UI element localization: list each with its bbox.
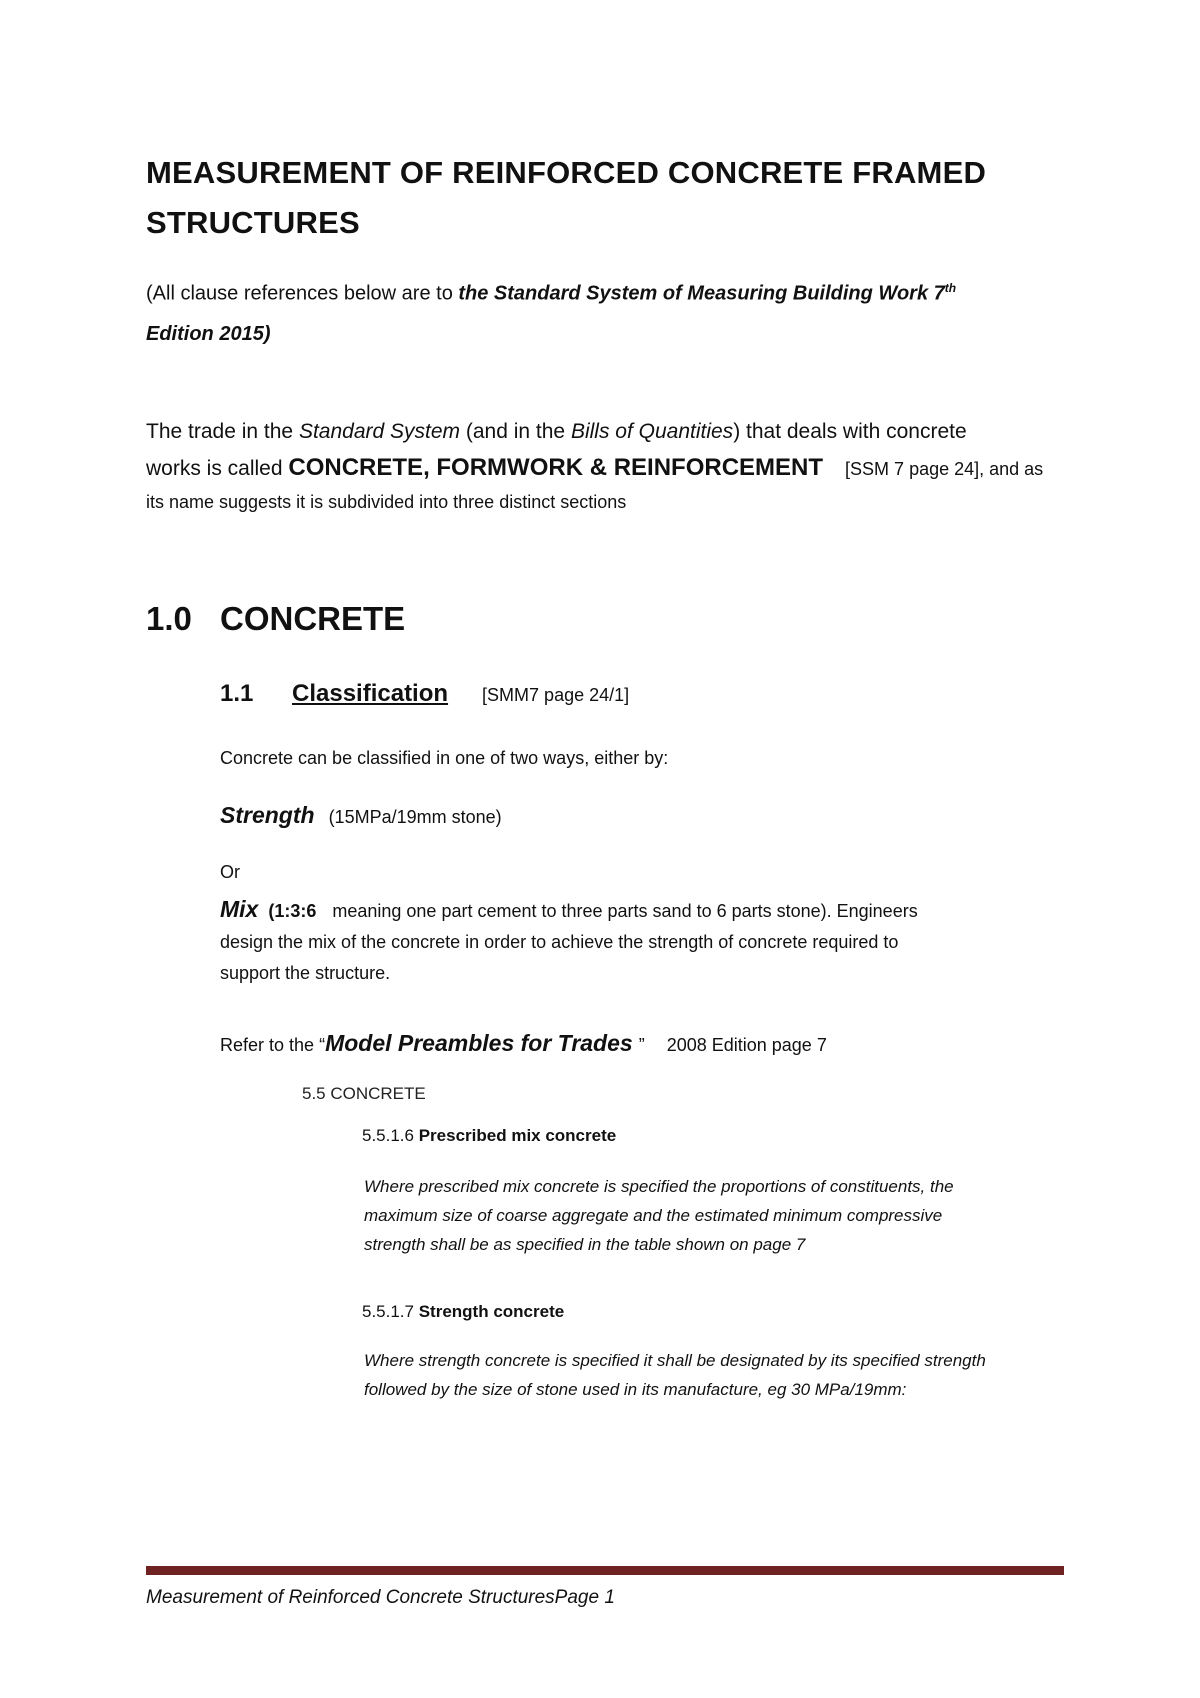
para-line-2: works is called CONCRETE, FORMWORK & REINFORCEMENT [SSM 7 page 24], and as bbox=[146, 454, 1044, 481]
mix-label: Mix bbox=[220, 896, 259, 922]
preambles-title: Model Preambles for Trades bbox=[325, 1030, 633, 1056]
strength-detail: (15MPa/19mm stone) bbox=[328, 807, 502, 827]
classification-text: Concrete can be classified in one of two ways, either by: bbox=[220, 748, 669, 768]
mix-line-2: design the mix of the concrete in order to achieve the strength of concrete required to bbox=[220, 932, 899, 952]
mix-line-1: Mix (1:3:6 meaning one part cement to three parts sand to 6 parts stone). Engineers bbox=[220, 896, 918, 922]
preamble-clause-text-1: Where prescribed mix concrete is specified the proportions of constituents, the maximum size of coarse aggregate and the estimated minimum compressive strength shall be as specified in the table shown on page 7 bbox=[364, 1177, 954, 1254]
section-heading-concrete: 1.0 CONCRETE bbox=[146, 600, 406, 637]
intro-note bbox=[146, 268, 956, 354]
smm-reference: [SMM7 page 24/1] bbox=[482, 685, 630, 705]
ssm-reference: [SSM 7 page 24], and as bbox=[845, 459, 1044, 479]
mix-line-3: support the structure. bbox=[220, 963, 391, 983]
intro-line-2: Edition 2015) bbox=[146, 322, 271, 345]
trade-name: CONCRETE, FORMWORK & REINFORCEMENT bbox=[288, 454, 824, 481]
document-title bbox=[146, 148, 986, 248]
subsection-heading-classification: 1.1 Classification [SMM7 page 24/1] bbox=[220, 680, 630, 707]
title-line-2: STRUCTURES bbox=[146, 205, 360, 240]
mix-item bbox=[220, 894, 918, 989]
or-text: Or bbox=[220, 862, 240, 882]
preambles-reference: Refer to the “Model Preambles for Trades ” 2008 Edition page 7 bbox=[220, 1030, 827, 1056]
trade-paragraph bbox=[146, 414, 1043, 517]
strength-item bbox=[220, 802, 502, 829]
footer-rule bbox=[146, 1566, 1064, 1575]
title-line-1: MEASUREMENT OF REINFORCED CONCRETE FRAMED bbox=[146, 155, 987, 190]
para-line-1: The trade in the Standard System (and in the Bills of Quantities) that deals with concrete bbox=[146, 420, 967, 443]
para-line-3: its name suggests it is subdivided into three distinct sections bbox=[146, 492, 627, 512]
preamble-clause-heading-1: 5.5.1.6 Prescribed mix concrete bbox=[362, 1126, 617, 1145]
preamble-clause-heading-2: 5.5.1.7 Strength concrete bbox=[362, 1302, 565, 1321]
preamble-clause-text-2: Where strength concrete is specified it shall be designated by its specified strength followed by the size of stone used in its manufacture, eg 30 MPa/19mm: bbox=[364, 1351, 986, 1399]
strength-label: Strength bbox=[220, 802, 315, 828]
intro-line-1: (All clause references below are to the Standard System of Measuring Building Work 7th bbox=[146, 281, 957, 305]
preamble-section-heading: 5.5 CONCRETE bbox=[302, 1084, 426, 1103]
page-footer: Measurement of Reinforced Concrete StructuresPage 1 bbox=[146, 1587, 615, 1608]
